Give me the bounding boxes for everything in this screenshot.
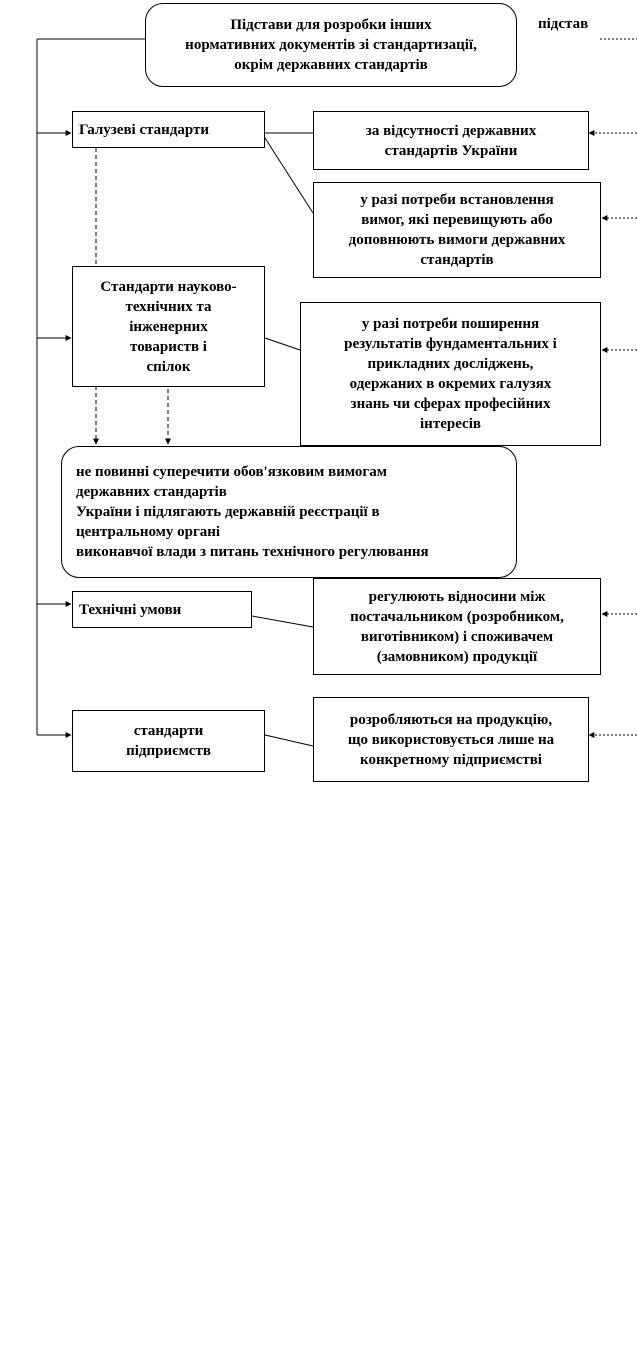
- right-box-4: [313, 578, 601, 675]
- left-box-label: Галузеві стандарти: [79, 121, 210, 138]
- header-side-label: підстав: [538, 16, 589, 32]
- left-box-galuzevi: [72, 111, 265, 148]
- header-box: [145, 3, 517, 87]
- right-box-1: [313, 111, 589, 170]
- right-box-label: у разі потреби поширення результатів фундаментальних і прикладних досліджень, одержаних в окремих галузях знань чи сферах професійних інтересів: [344, 316, 557, 432]
- right-box-5: [313, 697, 589, 782]
- right-box-label: розробляються на продукцію, що використовується лише на конкретному підприємстві: [347, 711, 555, 768]
- left-box-label: Стандарти науково- технічних та інженерних товариств і спілок: [100, 278, 237, 375]
- right-box-label: у разі потреби встановлення вимог, які перевищують або доповнюють вимоги державних стандартів: [348, 192, 566, 268]
- left-box-label: стандарти підприємств: [126, 723, 211, 759]
- left-box-pidpryiemstv: [72, 710, 265, 772]
- connector-galuzevi-right2: [265, 138, 313, 213]
- note-box: [61, 446, 517, 578]
- right-box-2: [313, 182, 601, 278]
- header-title: Підстави для розробки інших нормативних документів зі стандартизації, окрім державних стандартів: [185, 17, 477, 73]
- left-box-label: Технічні умови: [79, 601, 182, 618]
- left-box-tekhnichni: [72, 591, 252, 628]
- note-label: не повинні суперечити обов'язковим вимогам державних стандартів України і підлягають державній реєстрації в центральному органі виконавчої влади з питань технічного регулювання: [76, 464, 429, 560]
- right-box-label: регулюють відносини між постачальником (розробником, виготівником) і споживачем (замовником) продукції: [350, 588, 564, 665]
- right-box-3: [300, 302, 601, 446]
- connector-pidpryiemstv-right5: [265, 735, 313, 746]
- connector-tekhnichni-right4: [252, 616, 313, 627]
- right-box-label: за відсутності державних стандартів України: [365, 122, 537, 159]
- left-box-naukovo: [72, 266, 265, 387]
- connector-naukovo-right3: [265, 338, 300, 350]
